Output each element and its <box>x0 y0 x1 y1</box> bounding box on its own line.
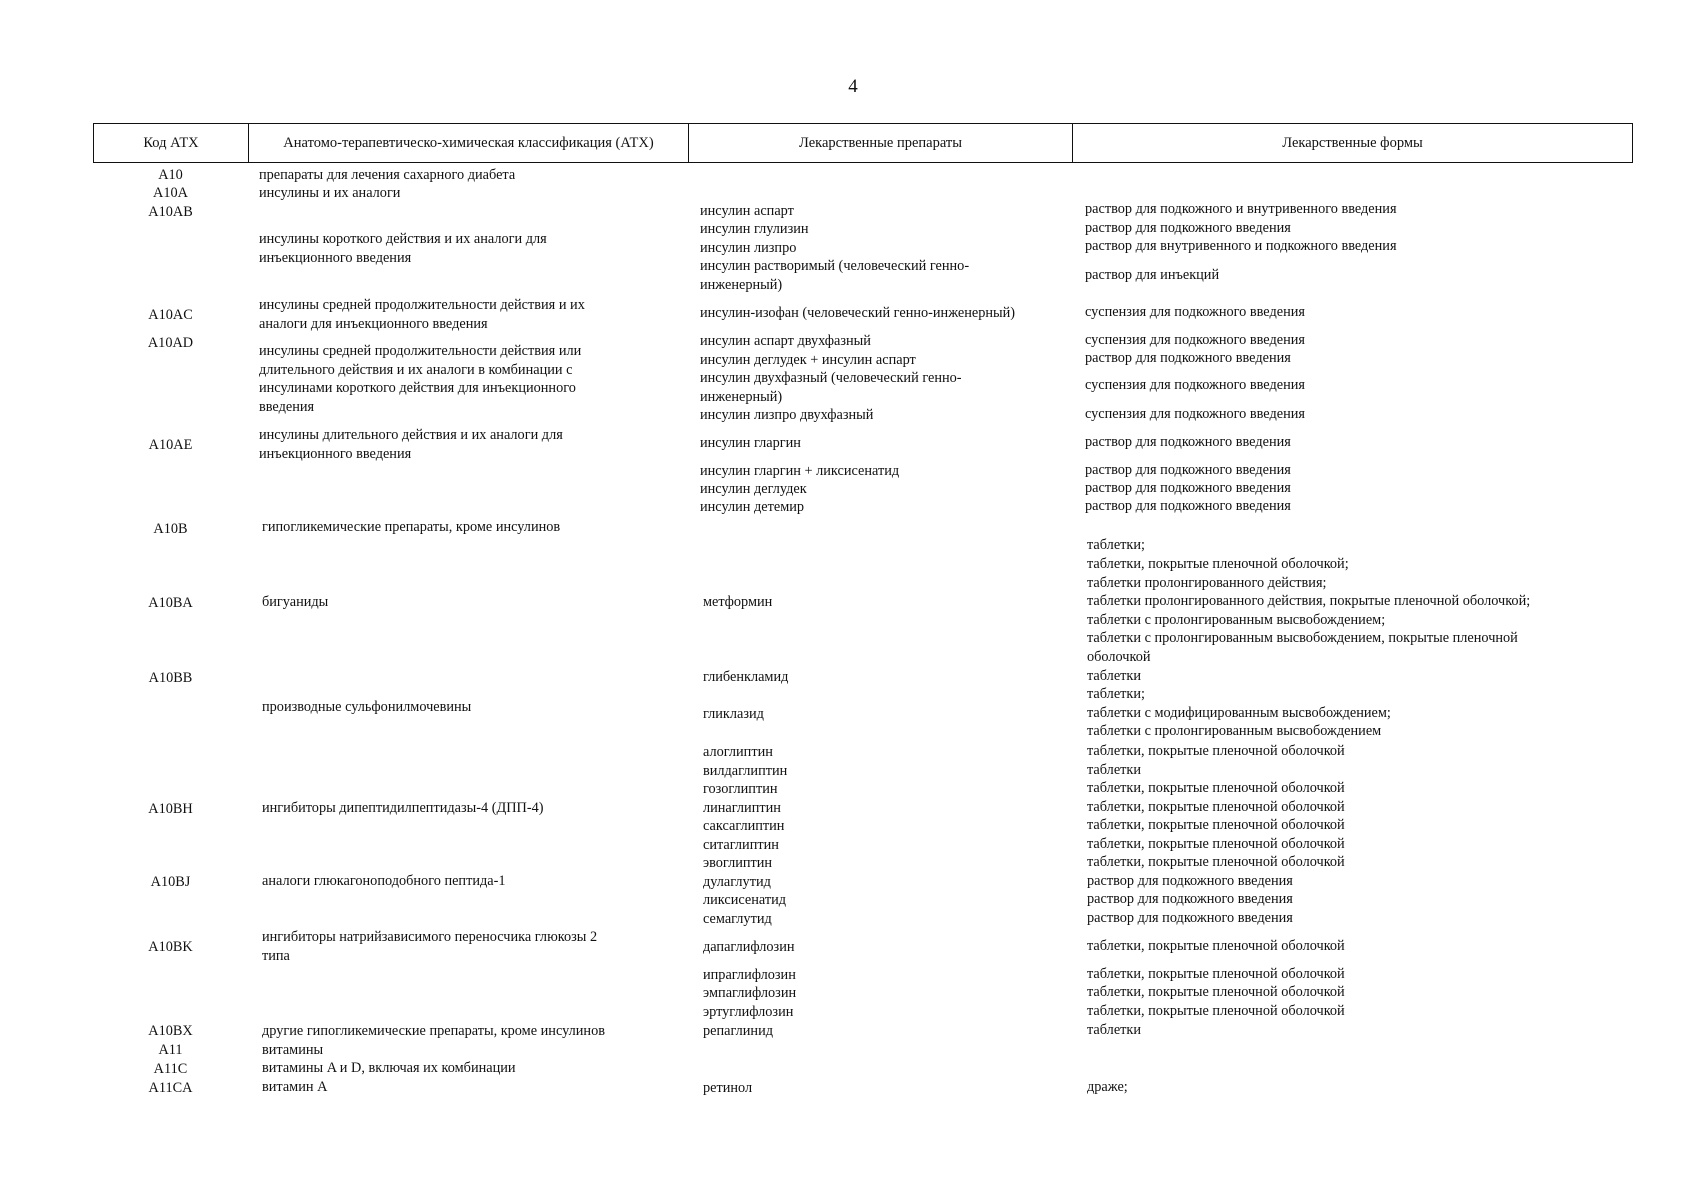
dosage-form: раствор для подкожного введения <box>1085 498 1291 514</box>
dosage-form: раствор для подкожного введения <box>1087 873 1293 889</box>
atc-code: A11 <box>158 1042 183 1058</box>
classification: ингибиторы натрийзависимого переносчика глюкозы 2 <box>262 929 598 945</box>
dosage-form: таблетки, покрытые пленочной оболочкой <box>1087 817 1345 833</box>
drug-name: вилдаглиптин <box>703 763 788 779</box>
drug-name: инсулин деглудек + инсулин аспарт <box>700 352 916 368</box>
drug-name: линаглиптин <box>703 800 781 816</box>
drug-name: саксаглиптин <box>703 818 785 834</box>
drug-name: инсулин глулизин <box>700 221 809 237</box>
classification: инсулины средней продолжительности действия и их <box>259 297 585 313</box>
dosage-form: оболочкой <box>1087 649 1151 665</box>
classification: витамины <box>262 1042 324 1058</box>
drug-name: эртуглифлозин <box>703 1004 794 1020</box>
classification: аналоги глюкагоноподобного пептида-1 <box>262 873 506 889</box>
atc-code: A10AE <box>148 437 193 453</box>
dosage-form: таблетки; <box>1087 686 1145 702</box>
classification: ингибиторы дипептидилпептидазы-4 (ДПП-4) <box>262 800 544 816</box>
classification: инсулины и их аналоги <box>259 185 401 201</box>
dosage-form: раствор для подкожного и внутривенного введения <box>1085 201 1397 217</box>
drug-name: ситаглиптин <box>703 837 779 853</box>
dosage-form: драже; <box>1087 1079 1128 1095</box>
dosage-form: суспензия для подкожного введения <box>1085 304 1305 320</box>
dosage-form: таблетки, покрытые пленочной оболочкой <box>1087 966 1345 982</box>
atc-code: A10B <box>153 521 188 537</box>
drug-name: инсулин гларгин + ликсисенатид <box>700 463 900 479</box>
drug-name: эмпаглифлозин <box>703 985 797 1001</box>
atc-code: A10A <box>153 185 188 201</box>
dosage-form: раствор для подкожного введения <box>1087 910 1293 926</box>
classification: инъекционного введения <box>259 446 412 462</box>
classification: производные сульфонилмочевины <box>262 699 472 715</box>
dosage-form: раствор для подкожного введения <box>1085 220 1291 236</box>
dosage-form: таблетки, покрытые пленочной оболочкой <box>1087 780 1345 796</box>
drug-name: дапаглифлозин <box>703 939 795 955</box>
drug-name: гозоглиптин <box>703 781 778 797</box>
atc-code: A10BX <box>148 1023 193 1039</box>
atc-code: A10BH <box>148 801 193 817</box>
dosage-form: таблетки, покрытые пленочной оболочкой <box>1087 1003 1345 1019</box>
classification: инсулины средней продолжительности действия или <box>259 343 582 359</box>
dosage-form: таблетки, покрытые пленочной оболочкой; <box>1087 556 1349 572</box>
dosage-form: раствор для подкожного введения <box>1085 480 1291 496</box>
dosage-form: раствор для подкожного введения <box>1087 891 1293 907</box>
classification: другие гипогликемические препараты, кроме инсулинов <box>262 1023 605 1039</box>
classification: препараты для лечения сахарного диабета <box>259 167 516 183</box>
classification: бигуаниды <box>262 594 329 610</box>
dosage-form: таблетки пролонгированного действия, покрытые пленочной оболочкой; <box>1087 593 1531 609</box>
dosage-form: раствор для подкожного введения <box>1085 462 1291 478</box>
drug-name: инсулин детемир <box>700 499 805 515</box>
classification: гипогликемические препараты, кроме инсулинов <box>262 519 561 535</box>
atc-code: A10BB <box>148 670 193 686</box>
drug-name: инсулин аспарт двухфазный <box>700 333 871 349</box>
drug-name: эвоглиптин <box>703 855 773 871</box>
dosage-form: таблетки; <box>1087 537 1145 553</box>
dosage-form: таблетки пролонгированного действия; <box>1087 575 1327 591</box>
dosage-form: суспензия для подкожного введения <box>1085 332 1305 348</box>
dosage-form: таблетки <box>1087 668 1142 684</box>
dosage-form: таблетки <box>1087 762 1142 778</box>
dosage-form: таблетки с пролонгированным высвобождением, покрытые пленочной <box>1087 630 1518 646</box>
drug-name: инсулин растворимый (человеческий генно- <box>700 258 970 274</box>
drug-name: семаглутид <box>703 911 772 927</box>
drug-name: ретинол <box>703 1080 753 1096</box>
drug-name: инженерный) <box>700 277 783 293</box>
dosage-form: раствор для подкожного введения <box>1085 434 1291 450</box>
header-classification: Анатомо-терапевтическо-химическая классификация (АТХ) <box>249 124 689 162</box>
dosage-form: таблетки, покрытые пленочной оболочкой <box>1087 836 1345 852</box>
drug-name: метформин <box>703 594 773 610</box>
drug-name: алоглиптин <box>703 744 773 760</box>
dosage-form: таблетки, покрытые пленочной оболочкой <box>1087 854 1345 870</box>
dosage-form: таблетки с модифицированным высвобождением; <box>1087 705 1391 721</box>
atc-code: A10BA <box>148 595 193 611</box>
classification: витамины A и D, включая их комбинации <box>262 1060 516 1076</box>
header-forms: Лекарственные формы <box>1282 134 1423 151</box>
classification: инъекционного введения <box>259 250 412 266</box>
atc-code: A10AD <box>147 335 194 351</box>
drug-name: инсулин деглудек <box>700 481 807 497</box>
dosage-form: таблетки, покрытые пленочной оболочкой <box>1087 743 1345 759</box>
dosage-form: таблетки, покрытые пленочной оболочкой <box>1087 938 1345 954</box>
dosage-form: суспензия для подкожного введения <box>1085 377 1305 393</box>
atc-code: A10 <box>158 167 183 183</box>
classification: инсулины длительного действия и их аналоги для <box>259 427 563 443</box>
header-code: Код АТХ <box>94 124 249 162</box>
classification: введения <box>259 399 315 415</box>
dosage-form: таблетки с пролонгированным высвобождением <box>1087 723 1382 739</box>
dosage-form: таблетки, покрытые пленочной оболочкой <box>1087 799 1345 815</box>
atc-code: A10BK <box>148 939 193 955</box>
classification: витамин A <box>262 1079 328 1095</box>
drug-name: инсулин лизпро <box>700 240 797 256</box>
page-number: 4 <box>848 76 858 97</box>
dosage-form: таблетки, покрытые пленочной оболочкой <box>1087 984 1345 1000</box>
classification: аналоги для инъекционного введения <box>259 316 488 332</box>
dosage-form: раствор для внутривенного и подкожного введения <box>1085 238 1397 254</box>
dosage-form: суспензия для подкожного введения <box>1085 406 1305 422</box>
drug-name: инсулин лизпро двухфазный <box>700 407 874 423</box>
drug-name: инсулин-изофан (человеческий генно-инженерный) <box>700 305 1016 321</box>
classification: инсулинами короткого действия для инъекционного <box>259 380 576 396</box>
drug-name: дулаглутид <box>703 874 771 890</box>
header-drugs: Лекарственные препараты <box>689 124 1073 162</box>
dosage-form: раствор для подкожного введения <box>1085 350 1291 366</box>
classification: типа <box>262 948 290 964</box>
drug-name: ликсисенатид <box>703 892 787 908</box>
atc-code: A11C <box>153 1061 188 1077</box>
drug-name: глибенкламид <box>703 669 789 685</box>
classification: инсулины короткого действия и их аналоги для <box>259 231 547 247</box>
drug-name: инсулин гларгин <box>700 435 801 451</box>
drug-name: гликлазид <box>703 706 764 722</box>
atc-code: A10AB <box>148 204 193 220</box>
atc-code: A11CA <box>148 1080 193 1096</box>
drug-name: инженерный) <box>700 389 783 405</box>
dosage-form: раствор для инъекций <box>1085 267 1220 283</box>
dosage-form: таблетки с пролонгированным высвобождением; <box>1087 612 1386 628</box>
drug-name: репаглинид <box>703 1023 773 1039</box>
dosage-form: таблетки <box>1087 1022 1142 1038</box>
drug-name: инсулин двухфазный (человеческий генно- <box>700 370 962 386</box>
drug-name: ипраглифлозин <box>703 967 796 983</box>
atc-code: A10AC <box>148 307 193 323</box>
atc-code: A10BJ <box>150 874 191 890</box>
drug-name: инсулин аспарт <box>700 203 794 219</box>
classification: длительного действия и их аналоги в комбинации с <box>259 362 573 378</box>
